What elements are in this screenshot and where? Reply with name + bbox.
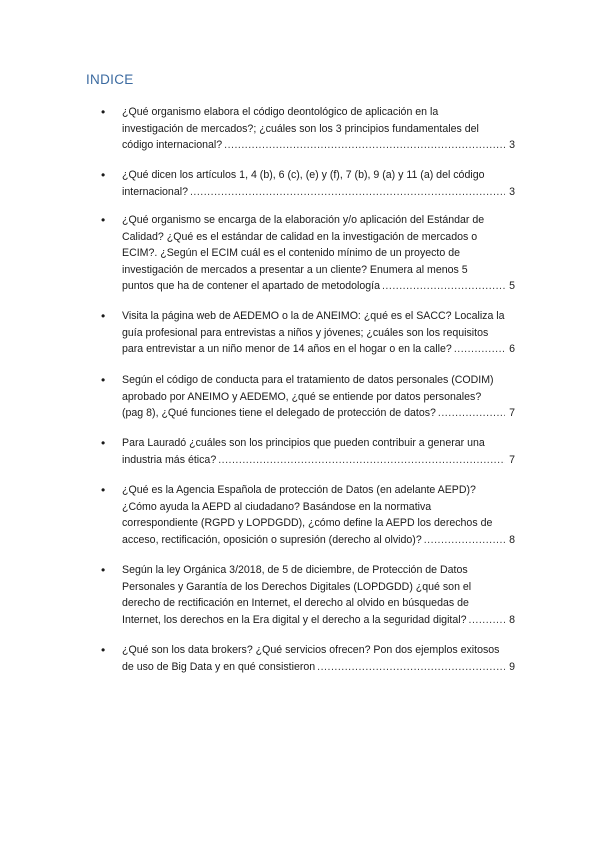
toc-entry-line: ECIM?. ¿Según el ECIM cuál es el contenido mínimo de un proyecto de xyxy=(122,247,460,259)
toc-entry-line: Según la ley Orgánica 3/2018, de 5 de diciembre, de Protección de Datos xyxy=(122,564,468,576)
toc-entry-line: puntos que ha de contener el apartado de metodología xyxy=(122,280,380,292)
bullet-icon: • xyxy=(101,309,106,323)
toc-entry-text xyxy=(122,642,515,675)
toc-entry-text xyxy=(122,104,515,154)
bullet-icon: • xyxy=(101,105,106,119)
bullet-icon: • xyxy=(101,643,106,657)
toc-entry-line: aprobado por ANEIMO y AEDEMO, ¿qué se entiende por datos personales? xyxy=(122,390,482,403)
toc-entry-last-line xyxy=(122,612,515,629)
toc-page-number: 9 xyxy=(509,660,515,673)
toc-entry-line: Internet, los derechos en la Era digital y el derecho a la seguridad digital? xyxy=(122,613,467,626)
dot-leader xyxy=(382,278,505,295)
toc-entry-line: acceso, rectificación, oposición o supresión (derecho al olvido)? xyxy=(122,533,422,546)
toc-entry-line: ¿Qué organismo se encarga de la elaboración y/o aplicación del Estándar de xyxy=(122,214,485,226)
dot-leader xyxy=(438,405,505,422)
toc-entry-last-line xyxy=(122,278,515,295)
bullet-icon: • xyxy=(101,563,106,577)
toc-entry-line: Personales y Garantía de los Derechos Digitales (LOPDGDD) ¿qué son el xyxy=(122,580,472,593)
toc-page-number: 8 xyxy=(509,533,515,546)
toc-page-number: 3 xyxy=(509,139,515,151)
toc-entry-line: (pag 8), ¿Qué funciones tiene el delegado de protección de datos? xyxy=(122,407,436,419)
toc-entry-line: correspondiente (RGPD y LOPDGDD), ¿cómo define la AEPD los derechos de xyxy=(122,517,493,529)
dot-leader xyxy=(317,659,505,676)
toc-entry-text xyxy=(122,212,515,295)
toc-entry-line: guía profesional para entrevistas a niños y jóvenes; ¿cuáles son los requisitos xyxy=(122,326,489,339)
dot-leader xyxy=(454,341,505,358)
toc-entry-text xyxy=(122,482,515,548)
toc-page-number: 5 xyxy=(509,280,515,292)
toc-entry-text xyxy=(122,562,515,628)
toc-entry-line: ¿Cómo ayuda la AEPD al ciudadano? Basándose en la normativa xyxy=(122,500,432,513)
toc-entry-text xyxy=(122,372,515,422)
toc-entry-last-line xyxy=(122,137,515,154)
toc-entry-line: Según el código de conducta para el tratamiento de datos personales (CODIM) xyxy=(122,374,494,386)
toc-page-number: 7 xyxy=(509,453,515,466)
bullet-icon: • xyxy=(101,373,106,387)
toc-entry-last-line xyxy=(122,452,515,469)
dot-leader xyxy=(190,184,505,201)
toc-entry-line: investigación de mercados a presentar a un cliente? Enumera al menos 5 xyxy=(122,263,468,276)
toc-entry-line: investigación de mercados?; ¿cuáles son los 3 principios fundamentales del xyxy=(122,122,479,135)
toc-page-number: 7 xyxy=(509,407,515,419)
toc-entry-text xyxy=(122,308,515,358)
dot-leader xyxy=(224,137,505,154)
toc-title: INDICE xyxy=(86,72,134,87)
bullet-icon: • xyxy=(101,483,106,497)
toc-entry-line: Visita la página web de AEDEMO o la de ANEIMO: ¿qué es el SACC? Localiza la xyxy=(122,310,505,322)
dot-leader xyxy=(424,532,505,549)
toc-entry-line: de uso de Big Data y en qué consistieron xyxy=(122,660,316,673)
toc-entry-line: ¿Qué es la Agencia Española de protección de Datos (en adelante AEPD)? xyxy=(122,484,476,496)
toc-entry-line: para entrevistar a un niño menor de 14 años en el hogar o en la calle? xyxy=(122,343,452,355)
toc-page-number: 8 xyxy=(509,613,515,626)
toc-entry-line: derecho de rectificación en Internet, el derecho al olvido en búsquedas de xyxy=(122,597,469,609)
dot-leader xyxy=(218,452,505,469)
bullet-icon: • xyxy=(101,168,106,182)
toc-entry-line: ¿Qué dicen los artículos 1, 4 (b), 6 (c), (e) y (f), 7 (b), 9 (a) y 11 (a) del código xyxy=(122,169,485,181)
toc-page-number: 3 xyxy=(509,185,515,198)
toc-entry-text xyxy=(122,435,515,468)
toc-entry-last-line xyxy=(122,659,515,676)
toc-entry-line: internacional? xyxy=(122,185,188,198)
bullet-icon: • xyxy=(101,213,106,227)
toc-entry-line: ¿Qué organismo elabora el código deontológico de aplicación en la xyxy=(122,106,439,118)
toc-entry-line: ¿Qué son los data brokers? ¿Qué servicios ofrecen? Pon dos ejemplos exitosos xyxy=(122,644,500,656)
toc-entry-line: industria más ética? xyxy=(122,453,217,466)
toc-entry-line: código internacional? xyxy=(122,139,223,151)
dot-leader xyxy=(469,612,505,629)
toc-page-number: 6 xyxy=(509,343,515,355)
bullet-icon: • xyxy=(101,436,106,450)
toc-entry-text xyxy=(122,167,515,200)
toc-entry-last-line xyxy=(122,532,515,549)
toc-entry-last-line xyxy=(122,405,515,422)
toc-entry-line: Calidad? ¿Qué es el estándar de calidad en la investigación de mercados o xyxy=(122,230,478,243)
toc-entry-last-line xyxy=(122,341,515,358)
toc-entry-last-line xyxy=(122,184,515,201)
toc-entry-line: Para Lauradó ¿cuáles son los principios que pueden contribuir a generar una xyxy=(122,437,485,449)
